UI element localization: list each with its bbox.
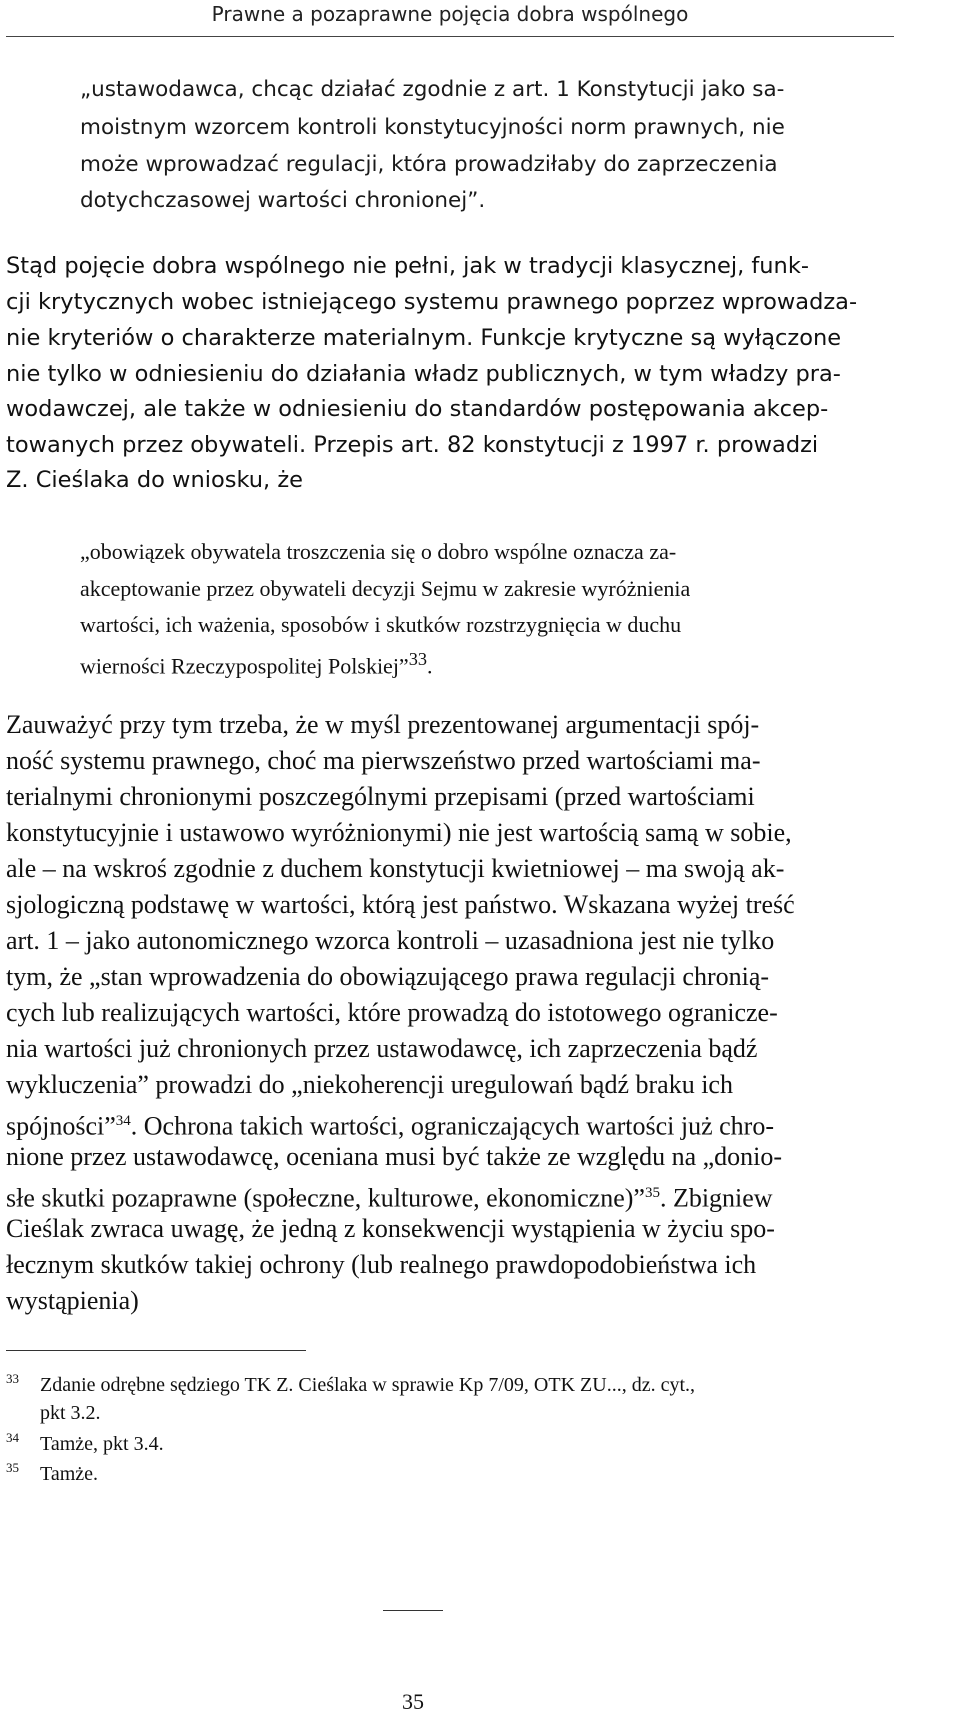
paragraph-line: terialnymi chronionymi poszczególnymi przepisami (przed wartościami — [6, 782, 755, 811]
page-number: 35 — [402, 1689, 424, 1714]
paragraph-line: Cieślak zwraca uwagę, że jedną z konsekwencji wystąpienia w życiu spo- — [6, 1214, 775, 1243]
paragraph-line: cji krytycznych wobec istniejącego systemu prawnego poprzez wprowadza- — [6, 289, 858, 315]
quote-line: wartości, ich ważenia, sposobów i skutków rozstrzygnięcia w duchu — [80, 612, 682, 637]
paragraph-line: Zauważyć przy tym trzeba, że w myśl prezentowanej argumentacji spój- — [6, 710, 760, 739]
paragraph-line: ność systemu prawnego, choć ma pierwszeństwo przed wartościami ma- — [6, 746, 761, 775]
quote-line: może wprowadzać regulacji, która prowadziłaby do zaprzeczenia — [80, 152, 778, 177]
paragraph-line: sjologiczną podstawę w wartości, którą jest państwo. Wskazana wyżej treść — [6, 890, 795, 919]
footnote-ref-35[interactable]: 35 — [644, 1185, 660, 1201]
footnote-rule — [6, 1350, 306, 1351]
paragraph-line: wystąpienia) — [6, 1286, 139, 1315]
paragraph-line: nione przez ustawodawcę, oceniana musi być także ze względu na „donio- — [6, 1142, 783, 1171]
quote-line: dotychczasowej wartości chronionej”. — [80, 188, 486, 213]
footnote-number: 33 — [6, 1371, 19, 1386]
footnote-ref-33[interactable]: 33 — [408, 649, 428, 669]
paragraph-line: cych lub realizujących wartości, które prowadzą do istotowego ogranicze- — [6, 998, 778, 1027]
footnote-text: Tamże. — [40, 1463, 99, 1485]
running-head: Prawne a pozaprawne pojęcia dobra wspólnego — [211, 2, 689, 26]
paragraph-line: art. 1 – jako autonomicznego wzorca kontroli – uzasadniona jest nie tylko — [6, 926, 775, 955]
footnote-ref-34[interactable]: 34 — [115, 1113, 131, 1129]
paragraph-line: Stąd pojęcie dobra wspólnego nie pełni, jak w tradycji klasycznej, funk- — [6, 253, 809, 279]
quote-line: „obowiązek obywatela troszczenia się o dobro wspólne oznacza za- — [80, 539, 677, 564]
paragraph-line: wykluczenia” prowadzi do „niekoherencji uregulowań bądź braku ich — [6, 1070, 733, 1099]
quote-line: „ustawodawca, chcąc działać zgodnie z art. 1 Konstytucji jako sa- — [80, 77, 785, 102]
paragraph-line: nia wartości już chronionych przez ustawodawcę, ich zaprzeczenia bądź — [6, 1034, 758, 1063]
paragraph-line: słe skutki pozaprawne (społeczne, kulturowe, ekonomiczne)”$^{35}$. Zbigniew — [6, 1183, 773, 1213]
footnote-text: Tamże, pkt 3.4. — [40, 1433, 164, 1455]
quote-line: wierności Rzeczypospolitej Polskiej”$^{33}$. — [80, 649, 433, 679]
quote-line: moistnym wzorcem kontroli konstytucyjności norm prawnych, nie — [80, 115, 785, 140]
paragraph-line: nie tylko w odniesieniu do działania władz publicznych, w tym władzy pra- — [6, 361, 841, 387]
footnote-text: pkt 3.2. — [40, 1402, 101, 1424]
footnote-number: 34 — [6, 1430, 19, 1445]
paragraph-line: tym, że „stan wprowadzenia do obowiązującego prawa regulacji chronią- — [6, 962, 770, 991]
page-number-rule — [383, 1610, 443, 1611]
paragraph-line: nie kryteriów o charakterze materialnym. Funkcje krytyczne są wyłączone — [6, 325, 842, 351]
paragraph-line: spójności”$^{34}$. Ochrona takich wartości, ograniczających wartości już chro- — [6, 1111, 774, 1141]
quote-line: akceptowanie przez obywateli decyzji Sejmu w zakresie wyróżnienia — [80, 576, 691, 601]
paragraph-line: łecznym skutków takiej ochrony (lub realnego prawdopodobieństwa ich — [6, 1250, 757, 1279]
header-rule — [6, 36, 894, 37]
footnote-number: 35 — [6, 1460, 19, 1475]
footnote-text: Zdanie odrębne sędziego TK Z. Cieślaka w sprawie Kp 7/09, OTK ZU..., dz. cyt., — [40, 1374, 696, 1396]
paragraph-line: ale – na wskroś zgodnie z duchem konstytucji kwietniowej – ma swoją ak- — [6, 854, 785, 883]
paragraph-line: towanych przez obywateli. Przepis art. 82 konstytucji z 1997 r. prowadzi — [6, 432, 819, 458]
paragraph-line: konstytucyjnie i ustawowo wyróżnionymi) nie jest wartością samą w sobie, — [6, 818, 792, 847]
paragraph-line: wodawczej, ale także w odniesieniu do standardów postępowania akcep- — [6, 396, 829, 422]
paragraph-line: Z. Cieślaka do wniosku, że — [6, 467, 304, 493]
